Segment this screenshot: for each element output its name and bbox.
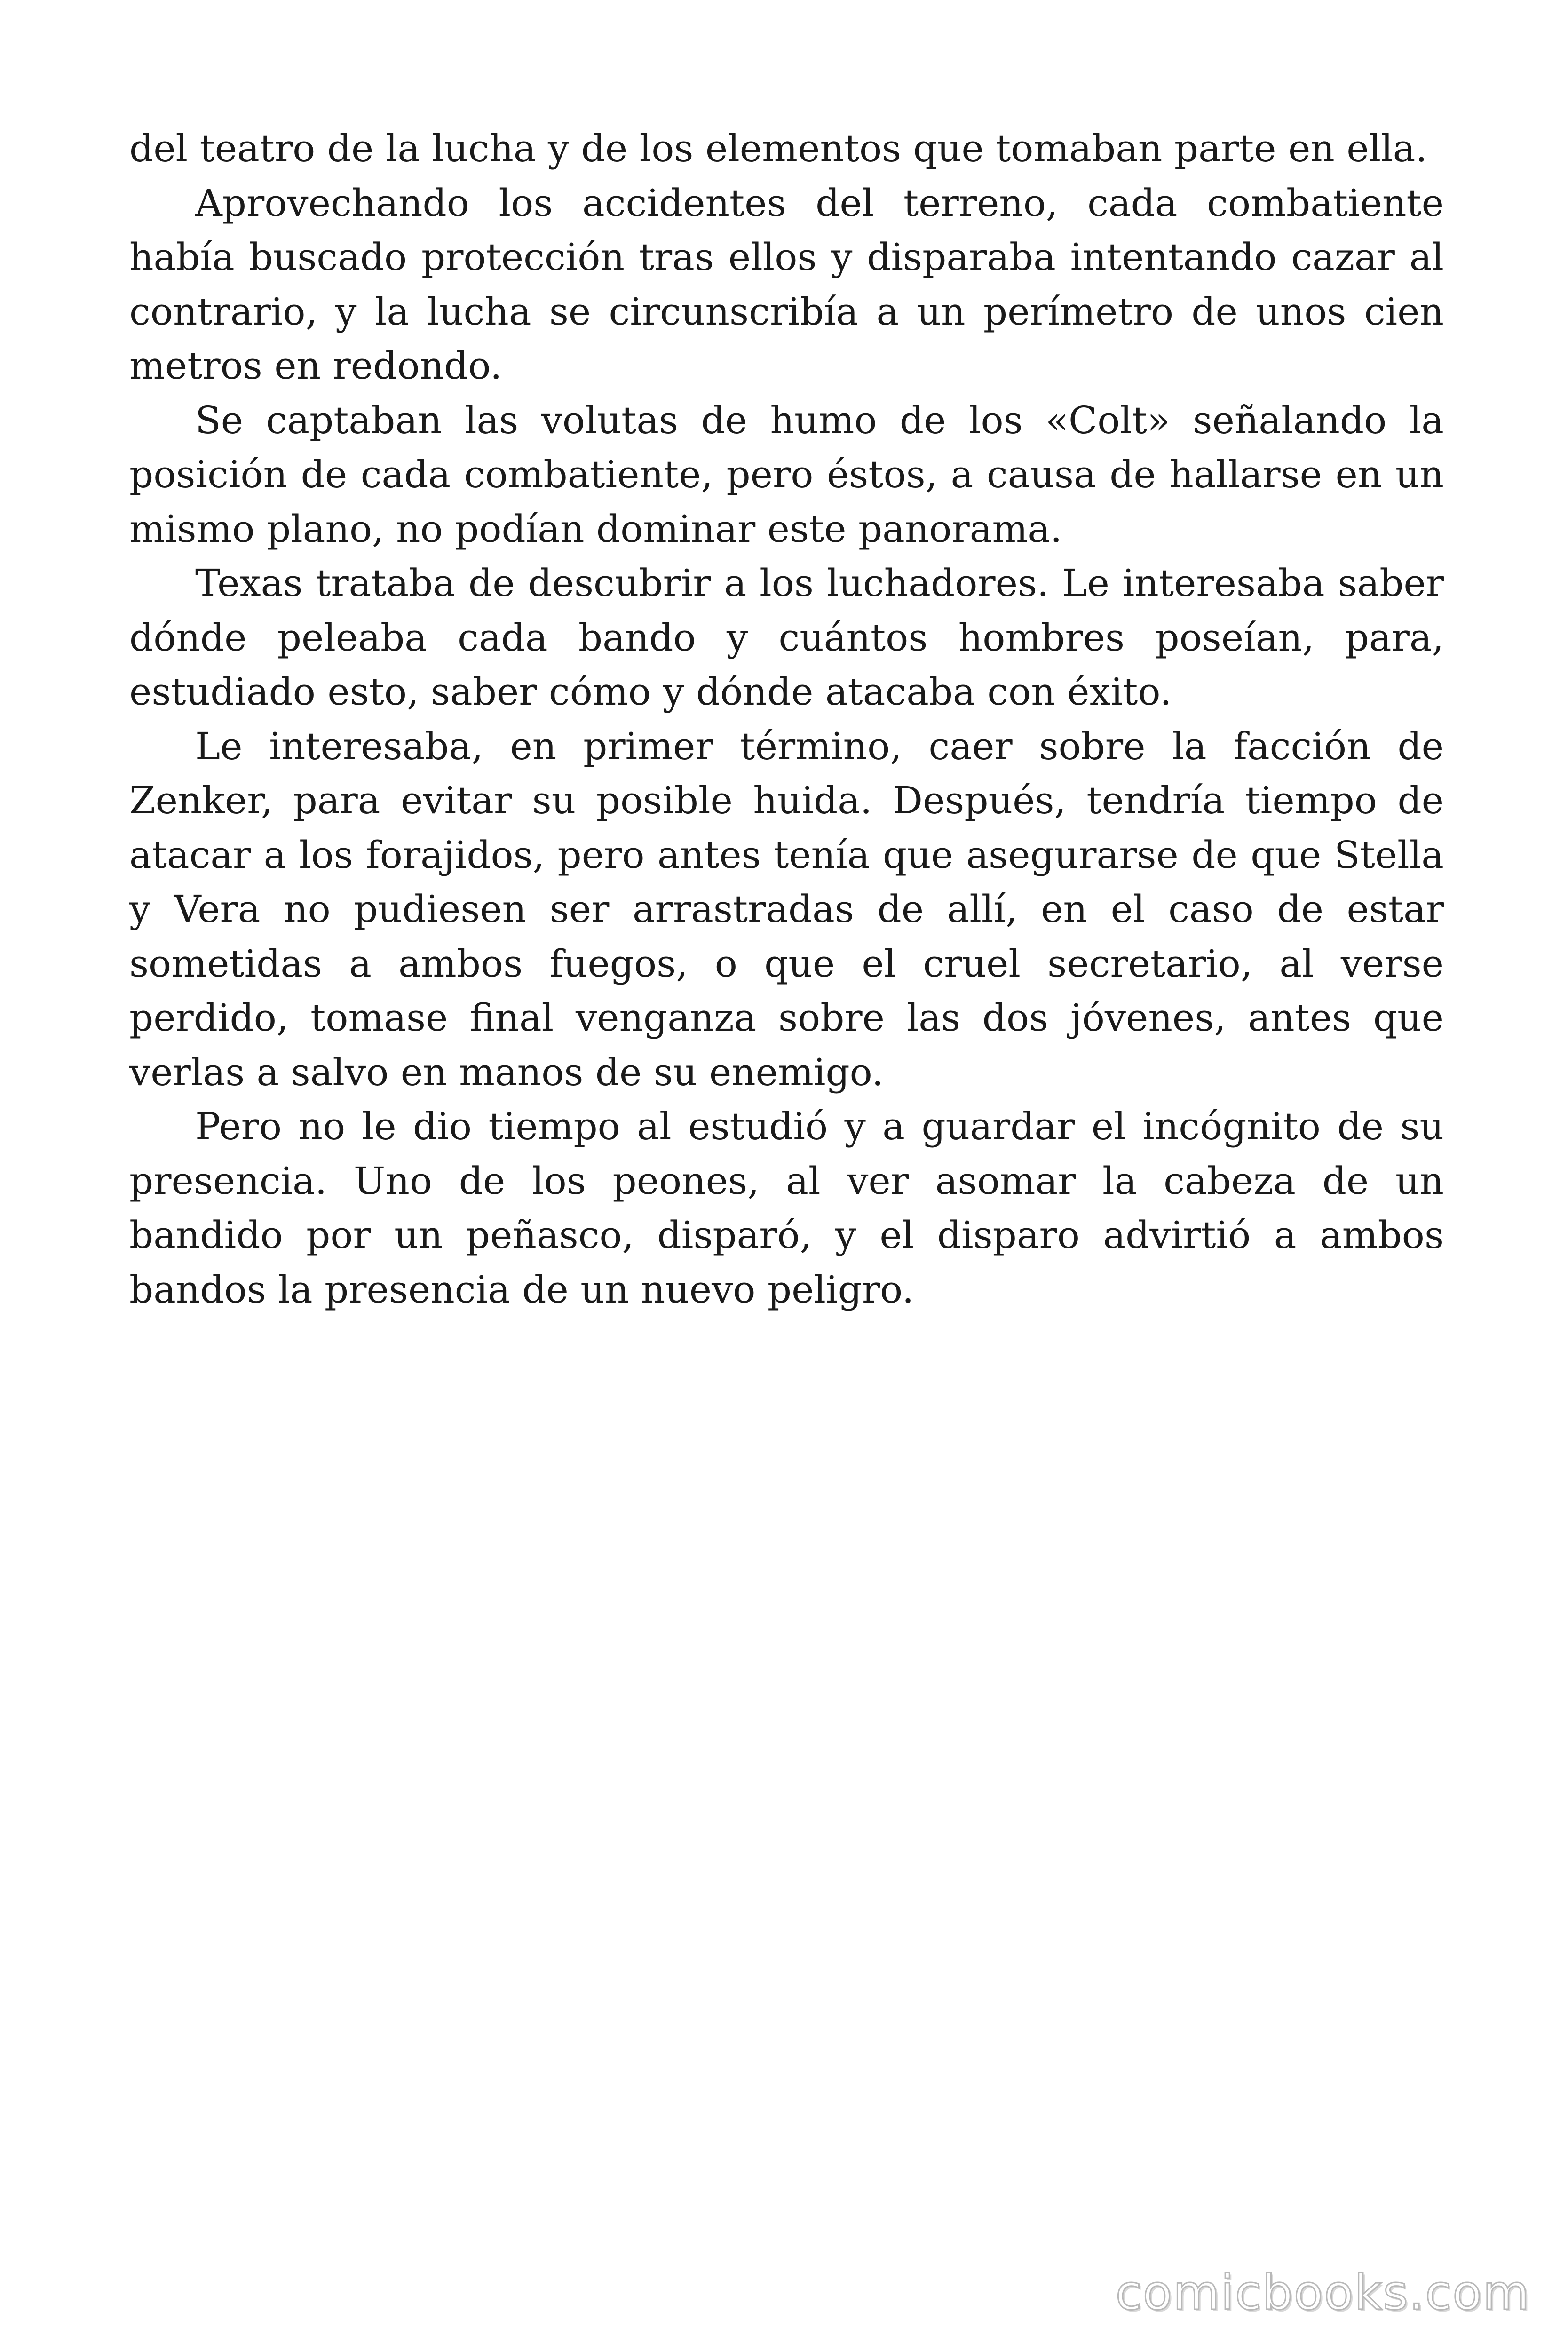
paragraph: Aprovechando los accidentes del terreno, cada combatiente había buscado protección tras ellos y disparaba intentando cazar al contrario, y la lucha se circunscribía a un perímetro de unos cien metros en redondo. xyxy=(129,181,1444,388)
paragraph: Texas trataba de descubrir a los luchadores. Le interesaba saber dónde peleaba cada bando y cuántos hombres poseían, para, estudiado esto, saber cómo y dónde atacaba con éxito. xyxy=(129,561,1444,714)
watermark: comicbooks.com xyxy=(1115,2265,1530,2321)
paragraph: Se captaban las volutas de humo de los «Colt» señalando la posición de cada combatiente, pero éstos, a causa de hallarse en un mismo plano, no podían dominar este panorama. xyxy=(129,398,1444,551)
paragraph-continuation: del teatro de la lucha y de los elementos que tomaban parte en ella. xyxy=(129,127,1427,170)
paragraph: Pero no le dio tiempo al estudió y a guardar el incógnito de su presencia. Uno de los peones, al ver asomar la cabeza de un bandido por un peñasco, disparó, y el disparo advirtió a ambos bandos la presencia de un nuevo peligro. xyxy=(129,1104,1444,1311)
page-text-body xyxy=(129,121,1444,1317)
paragraph: Le interesaba, en primer término, caer sobre la facción de Zenker, para evitar su posible huida. Después, tendría tiempo de atacar a los forajidos, pero antes tenía que asegurarse de que Stella y Vera no pudiesen ser arrastradas de allí, en el caso de estar sometidas a ambos fuegos, o que el cruel secretario, al verse perdido, tomase final venganza sobre las dos jóvenes, antes que verlas a salvo en manos de su enemigo. xyxy=(129,724,1444,1094)
